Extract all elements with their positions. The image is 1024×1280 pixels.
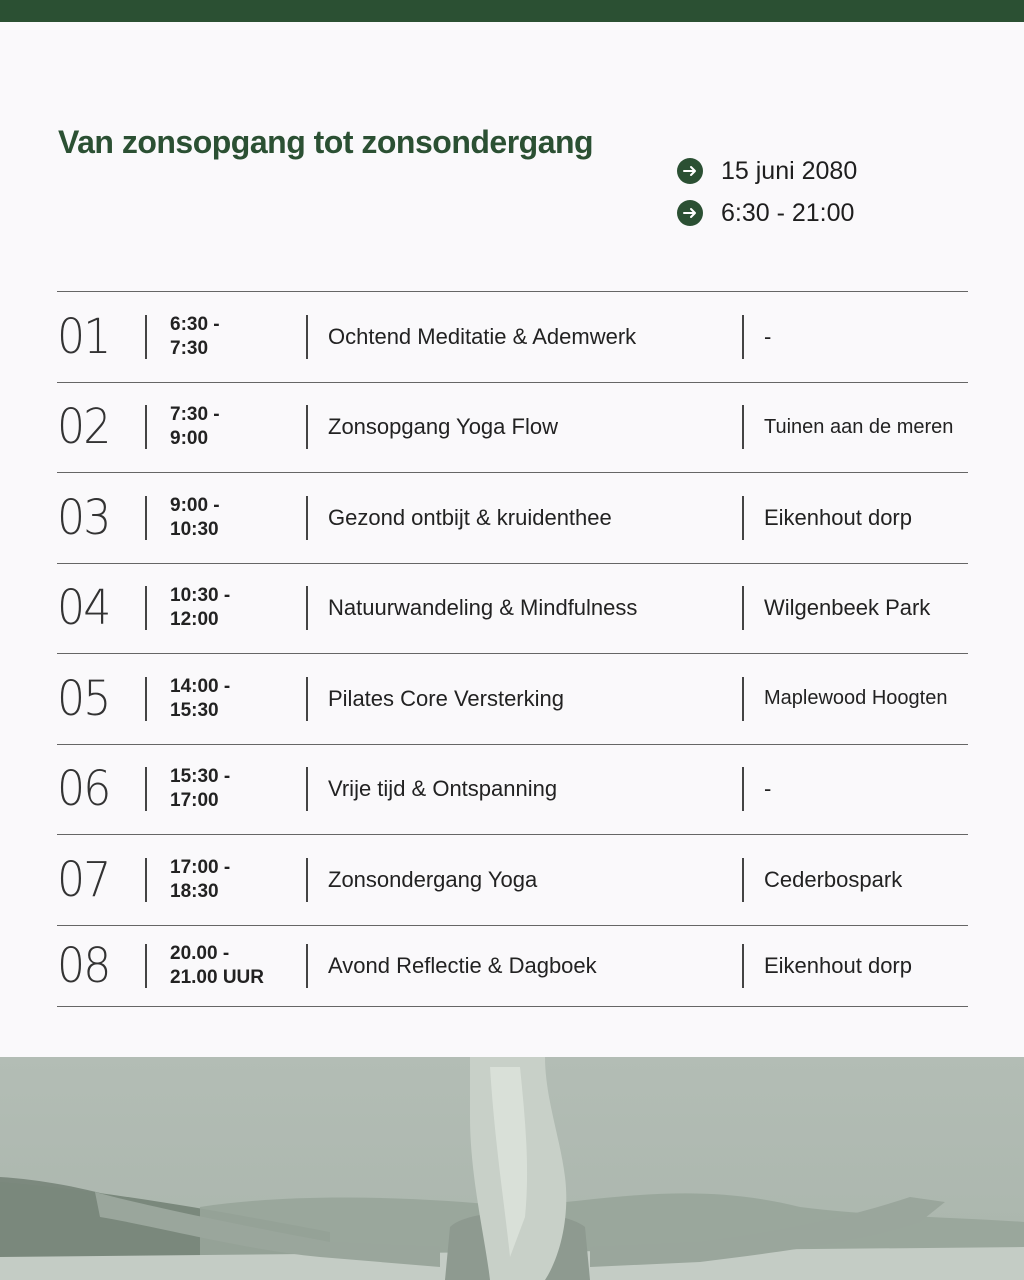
- divider: [742, 767, 744, 811]
- divider: [145, 496, 147, 540]
- row-activity: Pilates Core Versterking: [328, 685, 564, 711]
- schedule-row: [57, 745, 968, 836]
- event-hours: [677, 192, 857, 234]
- row-time: 9:00 - 10:30: [170, 494, 220, 540]
- row-time: 7:30 - 9:00: [170, 404, 220, 450]
- row-number: 03: [57, 489, 110, 546]
- divider: [306, 315, 308, 359]
- row-activity: Zonsopgang Yoga Flow: [328, 414, 558, 440]
- row-time: 6:30 - 7:30: [170, 313, 220, 359]
- row-location: Eikenhout dorp: [764, 952, 912, 978]
- divider: [145, 858, 147, 902]
- schedule-row: [57, 835, 968, 926]
- hero-photo: [0, 1057, 1024, 1280]
- row-number: 07: [57, 851, 110, 908]
- row-location: Maplewood Hoogten: [764, 687, 948, 710]
- divider: [145, 677, 147, 721]
- row-location: Eikenhout dorp: [764, 504, 912, 530]
- divider: [145, 586, 147, 630]
- schedule-table: [57, 291, 968, 1007]
- row-activity: Gezond ontbijt & kruidenthee: [328, 504, 612, 530]
- row-activity: Ochtend Meditatie & Ademwerk: [328, 323, 637, 349]
- row-activity: Vrije tijd & Ontspanning: [328, 776, 558, 802]
- row-location: Tuinen aan de meren: [764, 415, 954, 438]
- event-date: [677, 150, 857, 192]
- schedule-row: [57, 564, 968, 655]
- divider: [145, 405, 147, 449]
- event-date-text: 15 juni 2080: [721, 156, 858, 185]
- schedule-row: [57, 654, 968, 745]
- event-hours-text: 6:30 - 21:00: [721, 198, 855, 227]
- page-title: Van zonsopgang tot zonsondergang: [58, 124, 594, 160]
- row-number: 02: [57, 399, 110, 456]
- hero-illustration: [0, 1057, 1024, 1280]
- row-time: 15:30 - 17:00: [170, 766, 231, 812]
- row-activity: Natuurwandeling & Mindfulness: [328, 595, 638, 621]
- divider: [306, 944, 308, 988]
- event-meta: [677, 150, 857, 234]
- divider: [742, 586, 744, 630]
- divider: [306, 496, 308, 540]
- row-number: 06: [57, 761, 110, 818]
- divider: [306, 767, 308, 811]
- divider: [306, 858, 308, 902]
- divider: [742, 944, 744, 988]
- row-number: 04: [57, 580, 110, 637]
- row-activity: Avond Reflectie & Dagboek: [328, 952, 597, 978]
- divider: [306, 405, 308, 449]
- schedule-row: [57, 926, 968, 1007]
- divider: [145, 944, 147, 988]
- row-time: 17:00 - 18:30: [170, 856, 231, 902]
- schedule-row: [57, 292, 968, 383]
- row-location: Cederbospark: [764, 866, 903, 892]
- row-time: 10:30 - 12:00: [170, 585, 231, 631]
- row-location: -: [764, 323, 772, 349]
- arrow-right-circle-icon: [677, 200, 703, 226]
- row-location: Wilgenbeek Park: [764, 595, 931, 621]
- divider: [145, 767, 147, 811]
- row-activity: Zonsondergang Yoga: [328, 866, 538, 892]
- row-time: 20.00 - 21.00 UUR: [170, 942, 264, 988]
- schedule-row: [57, 383, 968, 474]
- row-number: 05: [57, 670, 110, 727]
- row-time: 14:00 - 15:30: [170, 675, 231, 721]
- divider: [742, 405, 744, 449]
- row-number: 01: [57, 308, 110, 365]
- top-accent-bar: [0, 0, 1024, 22]
- divider: [742, 496, 744, 540]
- row-number: 08: [57, 937, 110, 994]
- schedule-row: [57, 473, 968, 564]
- divider: [742, 315, 744, 359]
- arrow-right-circle-icon: [677, 158, 703, 184]
- row-location: -: [764, 776, 772, 802]
- divider: [742, 858, 744, 902]
- divider: [306, 586, 308, 630]
- divider: [742, 677, 744, 721]
- divider: [145, 315, 147, 359]
- divider: [306, 677, 308, 721]
